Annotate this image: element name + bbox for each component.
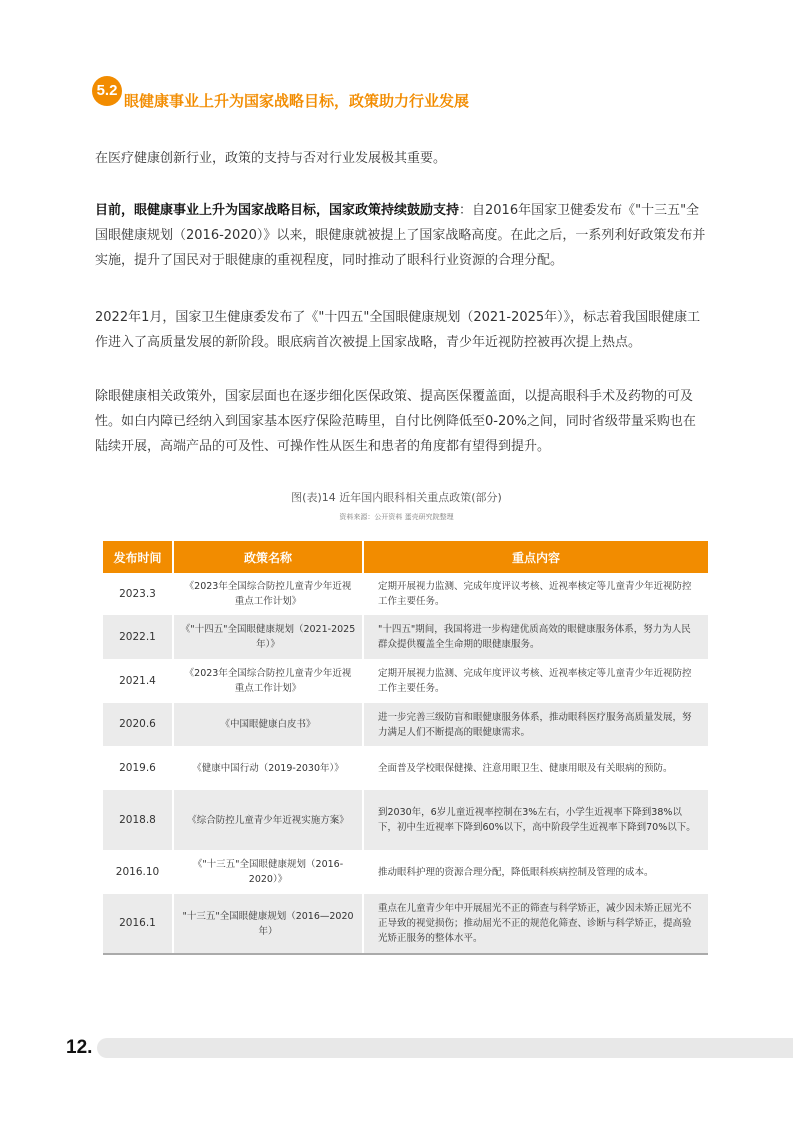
header-policy-name: 政策名称 [173, 541, 363, 573]
row-policy-name: 《健康中国行动（2019-2030年）》 [173, 746, 363, 790]
row-date: 2020.6 [103, 703, 173, 746]
table-row [103, 615, 708, 659]
row-date: 2016.10 [103, 850, 173, 894]
row-policy-name: 《2023年全国综合防控儿童青少年近视重点工作计划》 [173, 659, 363, 703]
row-content: 全面普及学校眼保健操、注意用眼卫生、健康用眼及有关眼病的预防。 [363, 746, 708, 790]
row-policy-name: 《"十四五"全国眼健康规划（2021-2025年）》 [173, 615, 363, 659]
table-header-row [103, 541, 708, 573]
page-number: 12. [66, 1037, 93, 1058]
row-date: 2016.1 [103, 894, 173, 954]
table-row [103, 894, 708, 954]
table-row [103, 850, 708, 894]
row-policy-name: "十三五"全国眼健康规划（2016—2020年） [173, 894, 363, 954]
figure-source: 资料来源：公开资料 蛋壳研究院整理 [339, 513, 454, 521]
table-row [103, 790, 708, 850]
table-row [103, 659, 708, 703]
row-content: 定期开展视力监测、完成年度评议考核、近视率核定等儿童青少年近视防控工作主要任务。 [363, 659, 708, 703]
footer-bar [97, 1038, 793, 1058]
section-number-badge: 5.2 [92, 76, 122, 106]
table-row [103, 746, 708, 790]
row-date: 2019.6 [103, 746, 173, 790]
row-policy-name: 《"十三五"全国眼健康规划（2016-2020）》 [173, 850, 363, 894]
paragraph-intro: 在医疗健康创新行业，政策的支持与否对行业发展极其重要。 [95, 151, 447, 166]
row-policy-name: 《中国眼健康白皮书》 [173, 703, 363, 746]
row-content: 推动眼科护理的资源合理分配，降低眼科疾病控制及管理的成本。 [363, 850, 708, 894]
paragraph-insurance: 除眼健康相关政策外，国家层面也在逐步细化医保政策、提高医保覆盖面，以提高眼科手术及药物的可及性。如白内障已经纳入到国家基本医疗保险范畴里，自付比例降低至0-20%之间，同时省级带量采购也在陆续开展，高端产品的可及性、可操作性从医生和患者的角度都有望得到提升。 [95, 389, 696, 454]
figure-title: 图(表)14 近年国内眼科相关重点政策(部分) [291, 491, 502, 504]
row-policy-name: 《综合防控儿童青少年近视实施方案》 [173, 790, 363, 850]
header-date: 发布时间 [103, 541, 173, 573]
row-content: 定期开展视力监测、完成年度评议考核、近视率核定等儿童青少年近视防控工作主要任务。 [363, 573, 708, 615]
row-date: 2022.1 [103, 615, 173, 659]
paragraph-policy-status [95, 198, 707, 273]
row-date: 2018.8 [103, 790, 173, 850]
row-content: 到2030年，6岁儿童近视率控制在3%左右，小学生近视率下降到38%以下，初中生近视率下降到60%以下，高中阶段学生近视率下降到70%以下。 [363, 790, 708, 850]
table-row [103, 703, 708, 746]
paragraph-policy-status-lead: 目前，眼健康事业上升为国家战略目标，国家政策持续鼓励支持 [95, 203, 460, 218]
row-content: 进一步完善三级防盲和眼健康服务体系，推动眼科医疗服务高质量发展，努力满足人们不断提高的眼健康需求。 [363, 703, 708, 746]
policy-table [103, 541, 708, 955]
row-policy-name: 《2023年全国综合防控儿童青少年近视重点工作计划》 [173, 573, 363, 615]
table-row [103, 573, 708, 615]
row-date: 2021.4 [103, 659, 173, 703]
paragraph-policy-status-body: ：自2016年国家卫健委发布《"十三五"全国眼健康规划（2016-2020）》以来，眼健康就被提上了国家战略高度。在此之后，一系列利好政策发布并实施，提升了国民对于眼健康的重视程度，同时推动了眼科行业资源的合理分配。 [95, 203, 706, 268]
row-date: 2023.3 [103, 573, 173, 615]
paragraph-2022-plan: 2022年1月，国家卫生健康委发布了《"十四五"全国眼健康规划（2021-2025年）》，标志着我国眼健康工作进入了高质量发展的新阶段。眼底病首次被提上国家战略，青少年近视防控被再次提上热点。 [95, 310, 701, 350]
header-key-content: 重点内容 [363, 541, 708, 573]
row-content: 重点在儿童青少年中开展屈光不正的筛查与科学矫正，减少因未矫正屈光不正导致的视觉损伤；推动屈光不正的规范化筛查、诊断与科学矫正，提高验光矫正服务的整体水平。 [363, 894, 708, 954]
section-title: 眼健康事业上升为国家战略目标，政策助力行业发展 [124, 92, 470, 110]
row-content: "十四五"期间，我国将进一步构建优质高效的眼健康服务体系，努力为人民群众提供覆盖全生命期的眼健康服务。 [363, 615, 708, 659]
